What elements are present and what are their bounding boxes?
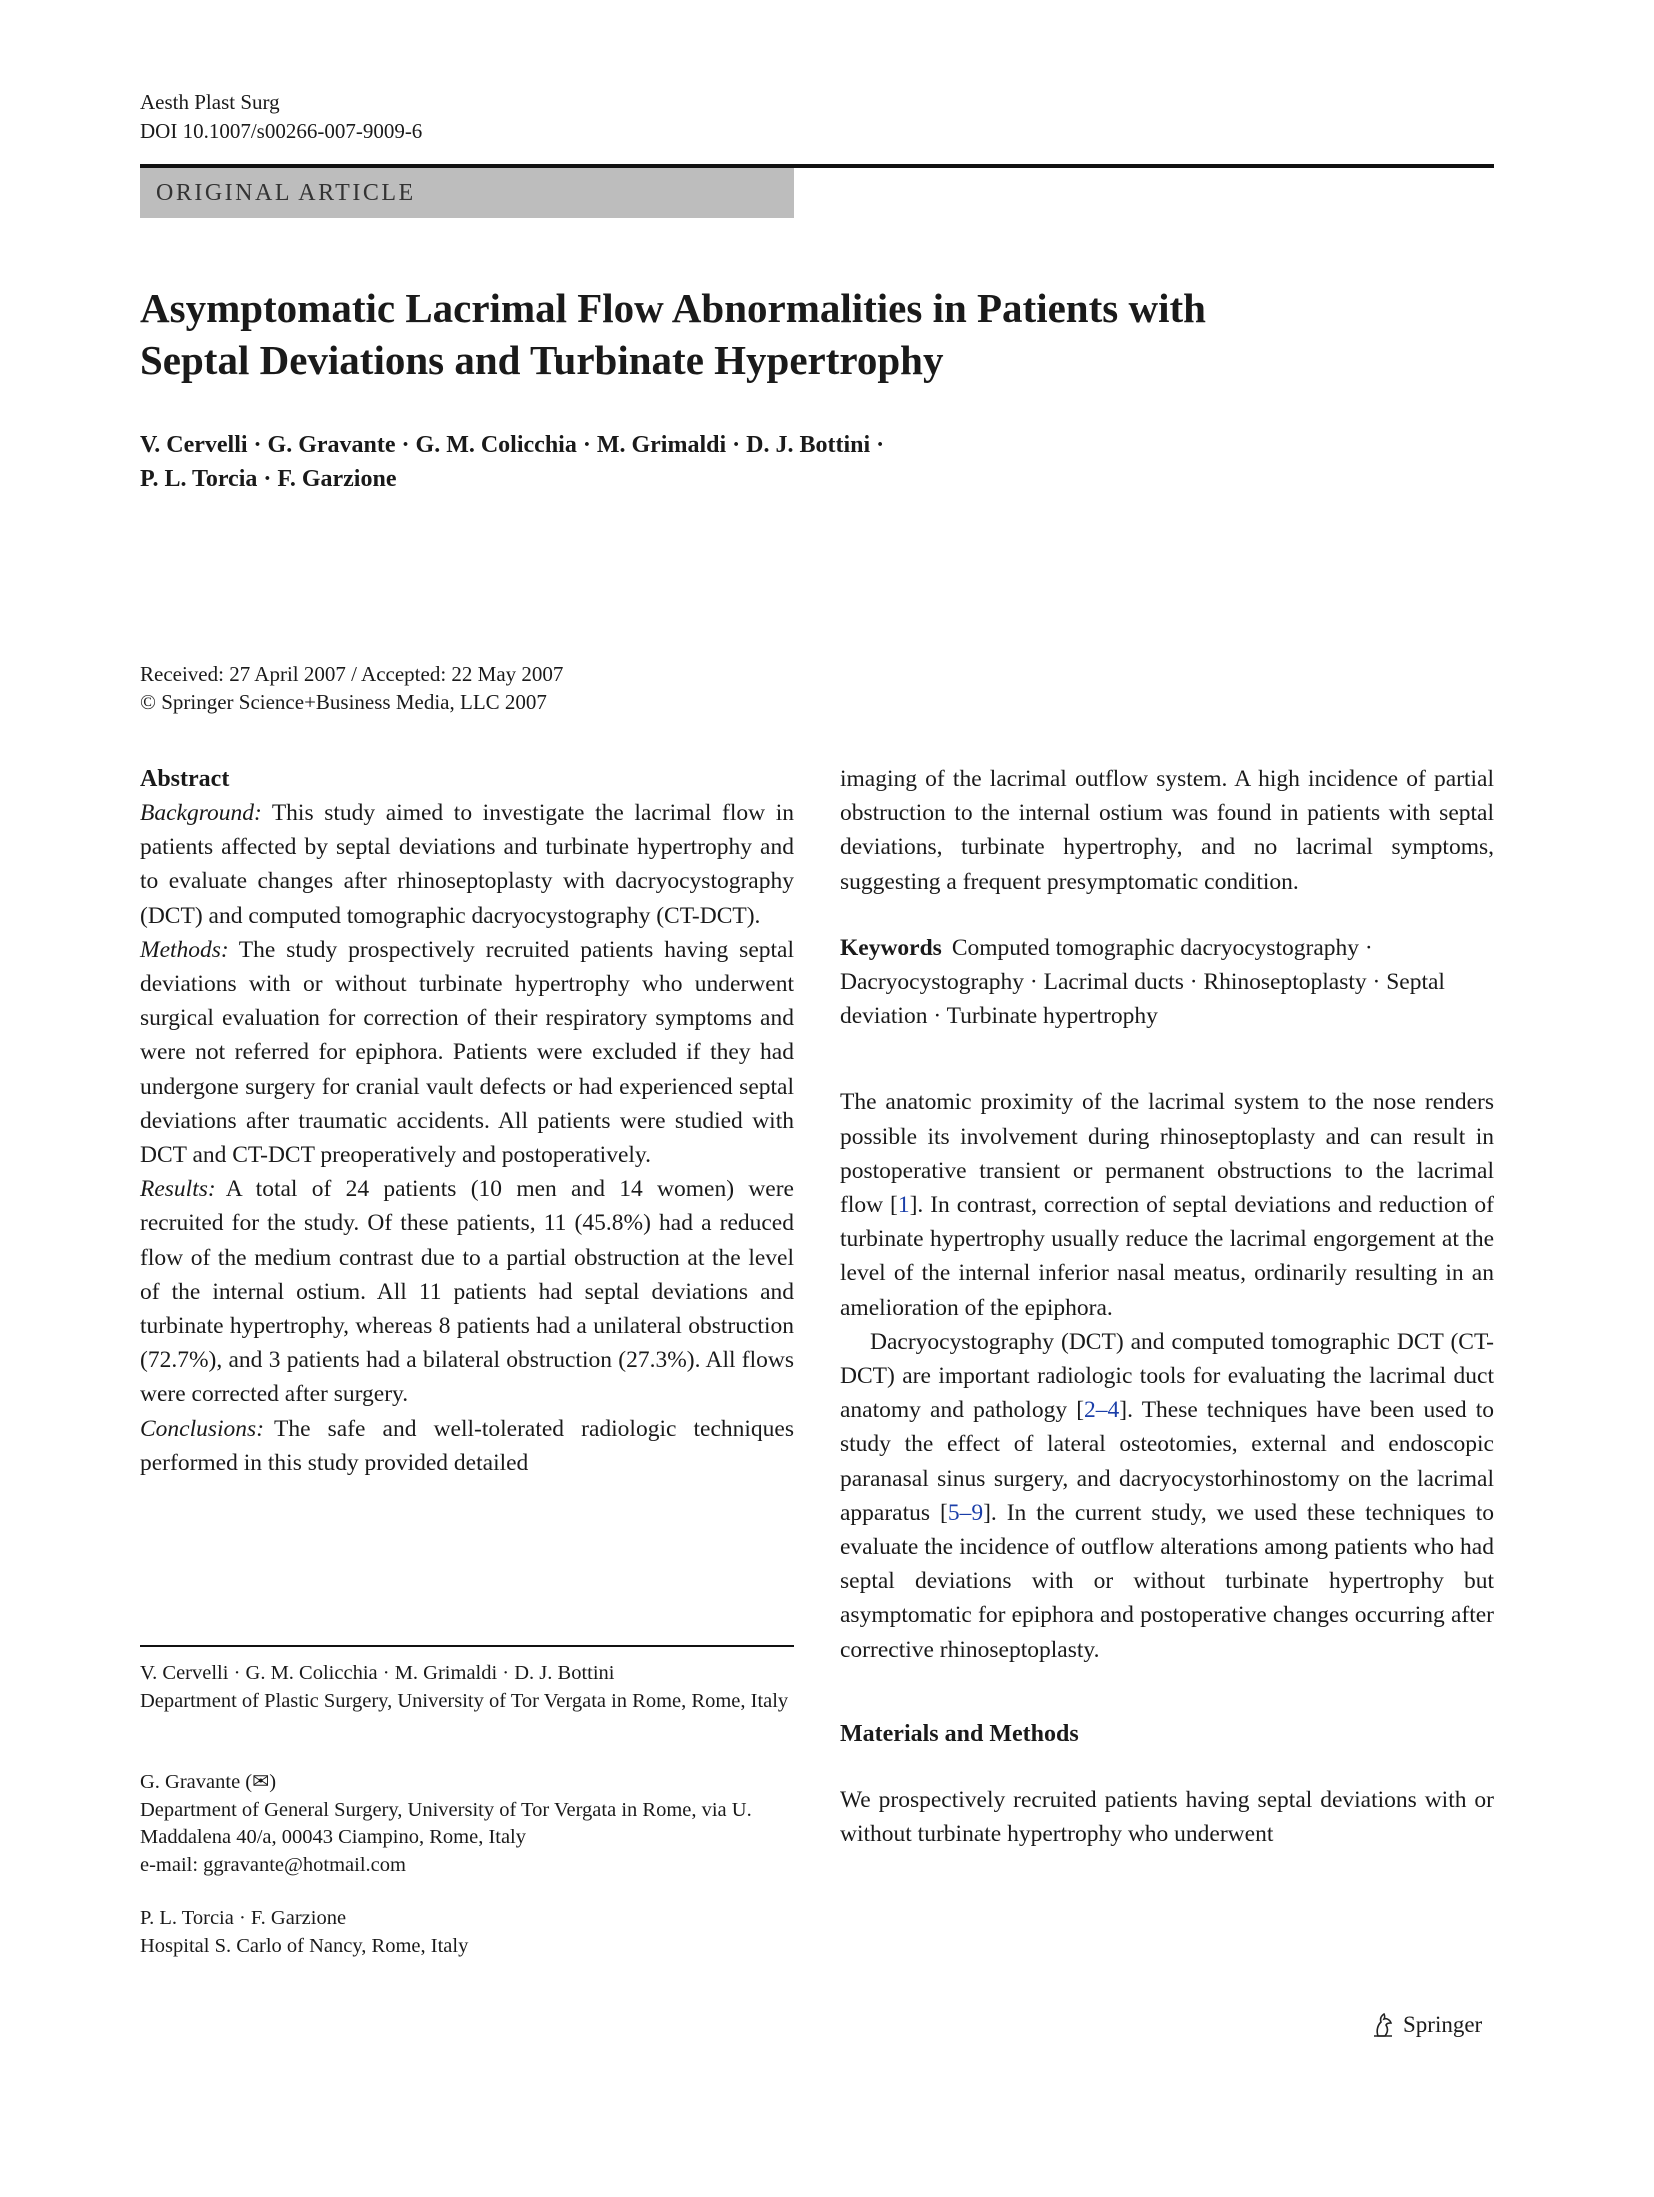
affiliation-group-1: [140, 1660, 794, 1715]
abstract-body: [140, 796, 794, 1480]
right-column: [840, 762, 1494, 1851]
affiliation-group-3: [140, 1905, 794, 1960]
copyright-line: © Springer Science+Business Media, LLC 2007: [140, 690, 547, 714]
methods-label: Methods:: [140, 936, 229, 963]
affiliation-dept-2: Department of General Surgery, University of Tor Vergata in Rome, via U. Maddalena 40/a, 00043 Ciampino, Rome, Italy: [140, 1798, 752, 1848]
citation-link-5-9[interactable]: 5–9: [947, 1499, 984, 1526]
authors-line-1: V. Cervelli · G. Gravante · G. M. Colicchia · M. Grimaldi · D. J. Bottini ·: [140, 432, 885, 458]
journal-doi: DOI 10.1007/s00266-007-9009-6: [140, 119, 423, 143]
methods-body: [840, 1783, 1494, 1851]
results-label: Results:: [140, 1176, 216, 1203]
intro-p1-text-b: ]. In contrast, correction of septal deviations and reduction of turbinate hypertrophy usually reduce the lacrimal engorgement at the level of the internal inferior nasal meatus, ordinarily resulting in an amelioration of the epiphora.: [840, 1192, 1495, 1321]
conclusions-label: Conclusions:: [140, 1415, 265, 1442]
methods-paragraph-1: We prospectively recruited patients having septal deviations with or without turbinate hypertrophy who underwent: [840, 1786, 1494, 1848]
affiliation-names-3: P. L. Torcia · F. Garzione: [140, 1907, 347, 1929]
intro-p2-text-b: ]. These techniques have been used to study the effect of lateral osteotomies, external and endoscopic paranasal sinus surgery, and dacryocystorhinostomy on the lacrimal apparatus [: [840, 1397, 1494, 1526]
conclusions-continued: imaging of the lacrimal outflow system. A high incidence of partial obstruction to the internal ostium was found in patients with septal deviations, turbinate hypertrophy, and no lacrimal symptoms, suggesting a frequent presymptomatic condition.: [840, 766, 1494, 895]
journal-header: [140, 88, 422, 146]
article-title: [140, 282, 1340, 386]
affiliation-dept-3: Hospital S. Carlo of Nancy, Rome, Italy: [140, 1934, 469, 1957]
introduction: [840, 1085, 1494, 1666]
background-text: This study aimed to investigate the lacrimal flow in patients affected by septal deviations and turbinate hypertrophy and to evaluate changes after rhinoseptoplasty with dacryocystography (DCT) and computed tomographic dacryocystography (CT-DCT).: [140, 800, 794, 929]
abstract-methods: [140, 933, 794, 1172]
article-type-banner: ORIGINAL ARTICLE: [140, 168, 794, 218]
publisher-footer: [1369, 2011, 1482, 2039]
title-line-2: Septal Deviations and Turbinate Hypertrophy: [140, 337, 944, 383]
title-line-1: Asymptomatic Lacrimal Flow Abnormalities in Patients with: [140, 285, 1206, 331]
background-label: Background:: [140, 800, 262, 826]
abstract-background: [140, 796, 794, 933]
publisher-name: Springer: [1403, 2012, 1483, 2037]
keywords-label: Keywords: [840, 934, 942, 961]
methods-text: The study prospectively recruited patients having septal deviations with or without turbinate hypertrophy who underwent surgical evaluation for correction of their respiratory symptoms and were not referred for epiphora. Patients were excluded if they had undergone surgery for cranial vault defects or had experienced septal deviations after traumatic accidents. All patients were studied with DCT and CT-DCT preoperatively and postoperatively.: [140, 936, 794, 1169]
left-column: [140, 762, 794, 1480]
abstract-continued: [840, 762, 1494, 899]
intro-paragraph-2: [840, 1325, 1494, 1667]
journal-name: Aesth Plast Surg: [140, 90, 280, 114]
corresponding-email[interactable]: e-mail: ggravante@hotmail.com: [140, 1853, 406, 1876]
springer-horse-icon: [1369, 2011, 1397, 2039]
keywords-block: [840, 931, 1494, 1034]
corresponding-author: G. Gravante (✉): [140, 1771, 277, 1793]
abstract-heading: Abstract: [140, 766, 230, 792]
publication-dates: [140, 660, 563, 716]
results-text: A total of 24 patients (10 men and 14 women) were recruited for the study. Of these patients, 11 (45.8%) had a reduced flow of the medium contrast due to a partial obstruction at the level of the internal ostium. All 11 patients had septal deviations and turbinate hypertrophy, whereas 8 patients had a unilateral obstruction (72.7%), and 3 patients had a bilateral obstruction (27.3%). All flows were corrected after surgery.: [140, 1176, 794, 1408]
author-list: [140, 428, 1240, 496]
keywords-text: Computed tomographic dacryocystography · Dacryocystography · Lacrimal ducts · Rhinoseptoplasty · Septal deviation · Turbinate hypertrophy: [840, 934, 1445, 1030]
abstract-results: [140, 1172, 794, 1411]
affiliation-dept-1: Department of Plastic Surgery, University of Tor Vergata in Rome, Rome, Italy: [140, 1689, 789, 1712]
affiliation-rule: [140, 1645, 794, 1647]
affiliation-names-1: V. Cervelli · G. M. Colicchia · M. Grimaldi · D. J. Bottini: [140, 1662, 615, 1684]
abstract-conclusions: [140, 1412, 794, 1480]
affiliation-group-2: [140, 1769, 794, 1879]
intro-p2-text-c: ]. In the current study, we used these techniques to evaluate the incidence of outflow alterations among patients who had septal deviations with or without turbinate hypertrophy but asymptomatic for epiphora and postoperative changes occurring after corrective rhinoseptoplasty.: [840, 1499, 1494, 1663]
intro-paragraph-1: [840, 1085, 1494, 1324]
conclusions-text: The safe and well-tolerated radiologic techniques performed in this study provided detailed: [140, 1415, 794, 1476]
citation-link-1[interactable]: 1: [897, 1192, 910, 1219]
intro-p1-text-a: The anatomic proximity of the lacrimal system to the nose renders possible its involvement during rhinoseptoplasty and can result in postoperative transient or permanent obstructions to the lacrimal flow [: [840, 1089, 1494, 1219]
section-heading-methods: Materials and Methods: [840, 1720, 1079, 1747]
citation-link-2-4[interactable]: 2–4: [1084, 1397, 1120, 1424]
authors-line-2: P. L. Torcia · F. Garzione: [140, 466, 397, 492]
received-accepted: Received: 27 April 2007 / Accepted: 22 May 2007: [140, 662, 564, 686]
intro-p2-text-a: Dacryocystography (DCT) and computed tomographic DCT (CT-DCT) are important radiologic tools for evaluating the lacrimal duct anatomy and pathology [: [840, 1328, 1494, 1424]
